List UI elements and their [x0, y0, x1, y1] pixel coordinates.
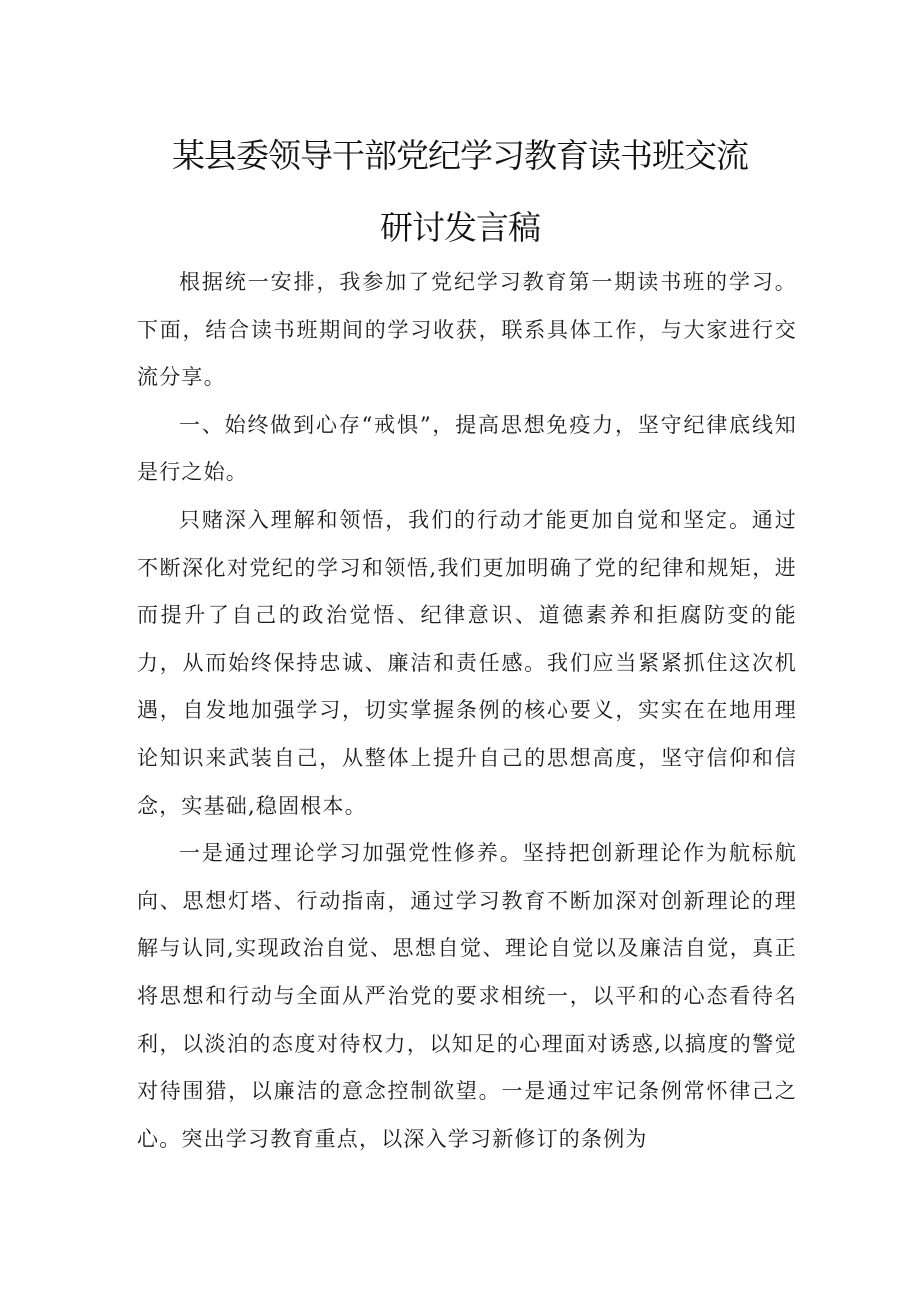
- document-body: [137, 259, 797, 1163]
- document-title-line-2: 研讨发言稿: [380, 208, 540, 247]
- paragraph-section-heading: 一、始终做到心存“戒惧”，提高思想免疫力，坚守纪律底线知是行之始。: [137, 412, 797, 485]
- paragraph-intro: 根据统一安排，我参加了党纪学习教育第一期读书班的学习。下面，结合读书班期间的学习收获，联系具体工作，与大家进行交流分享。: [137, 270, 797, 390]
- paragraph-theory-study: 一是通过理论学习加强党性修养。坚持把创新理论作为航标航向、思想灯塔、行动指南，通过学习教育不断加深对创新理论的理解与认同,实现政治自觉、思想自觉、理论自觉以及廉洁自觉，真正将思想和行动与全面从严治党的要求相统一，以平和的心态看待名利，以淡泊的态度对待权力，以知足的心理面对诱惑,以搞度的警觉对待围猎，以廉洁的意念控制欲望。一是通过牢记条例常怀律己之心。突出学习教育重点，以深入学习新修订的条例为: [137, 841, 797, 1151]
- paragraph-understanding: 只赌深入理解和领悟，我们的行动才能更加自觉和坚定。通过不断深化对党纪的学习和领悟,我们更加明确了党的纪律和规矩，进而提升了自己的政治觉悟、纪律意识、道德素养和拒腐防变的能力，从而始终保持忠诚、廉洁和责任感。我们应当紧紧抓住这次机遇，自发地加强学习，切实掌握条例的核心要义，实实在在地用理论知识来武装自己，从整体上提升自己的思想高度，坚守信仰和信念，实基础,稳固根本。: [137, 507, 797, 818]
- document-title-line-1: 某县委领导干部党纪学习教育读书班交流: [172, 136, 748, 175]
